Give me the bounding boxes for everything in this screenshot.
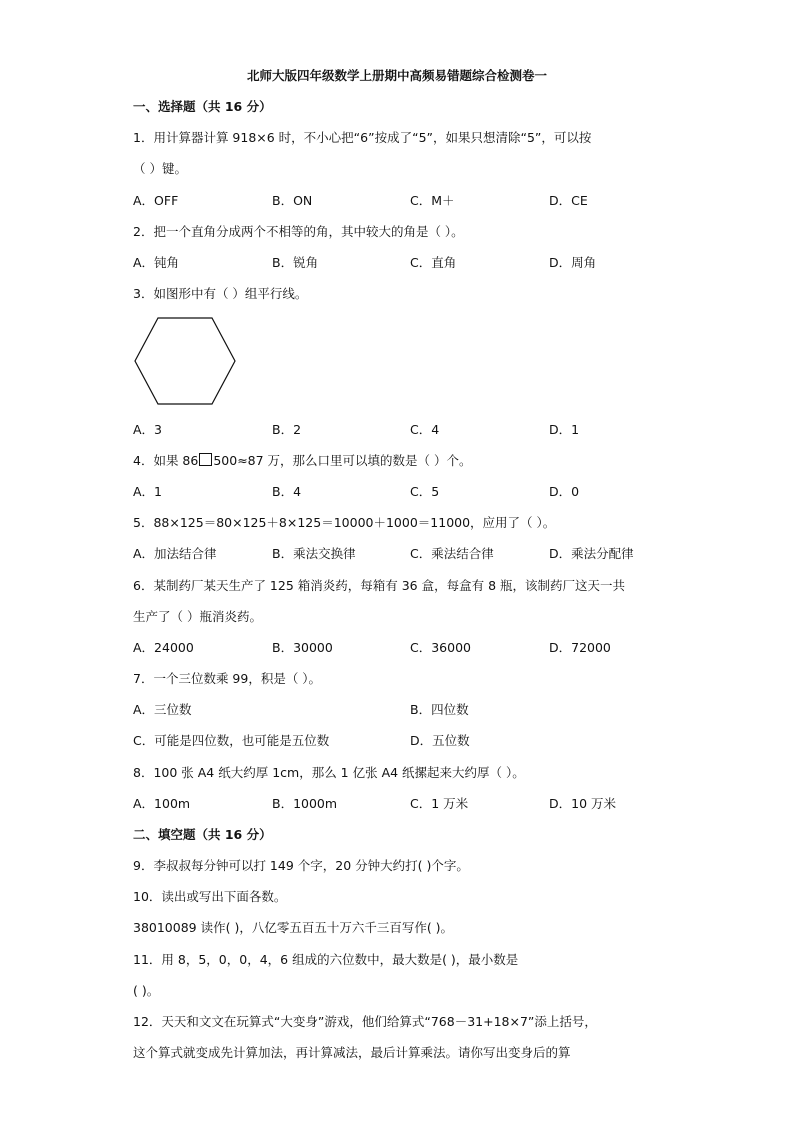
question-1-text-cont: （ ）键。 bbox=[133, 161, 187, 176]
option-b: B．1000m bbox=[272, 796, 338, 811]
option-b: B．乘法交换律 bbox=[272, 546, 356, 561]
option-d: D．乘法分配律 bbox=[549, 546, 634, 561]
question-8-text: 8．100 张 A4 纸大约厚 1cm，那么 1 亿张 A4 纸摞起来大约厚（ ）。 bbox=[133, 765, 525, 780]
question-11-text-cont: ( )。 bbox=[133, 983, 160, 998]
option-b: B．4 bbox=[272, 484, 302, 499]
hexagon-figure bbox=[133, 316, 237, 406]
question-10-text: 10．读出或写出下面各数。 bbox=[133, 889, 287, 904]
option-c: C．可能是四位数，也可能是五位数 bbox=[133, 733, 330, 748]
option-a: A．24000 bbox=[133, 640, 194, 655]
question-5-text: 5．88×125＝80×125＋8×125＝10000＋1000＝11000，应用了（ ）。 bbox=[133, 515, 556, 530]
section-heading-choice: 一、选择题（共 16 分） bbox=[133, 99, 272, 114]
section-heading-fill: 二、填空题（共 16 分） bbox=[133, 827, 272, 842]
question-4-text-pre: 4．如果 86 bbox=[133, 453, 199, 468]
option-c: C．M＋ bbox=[410, 193, 455, 208]
option-a: A．1 bbox=[133, 484, 163, 499]
blank-square-icon bbox=[199, 453, 212, 466]
option-b: B．锐角 bbox=[272, 255, 319, 270]
option-b: B．2 bbox=[272, 422, 302, 437]
question-6-text: 6．某制药厂某天生产了 125 箱消炎药，每箱有 36 盒，每盒有 8 瓶，该制药厂这天一共 bbox=[133, 578, 626, 593]
question-3-text: 3．如图形中有（ ）组平行线。 bbox=[133, 286, 308, 301]
option-d: D．1 bbox=[549, 422, 580, 437]
question-12-text: 12．天天和文文在玩算式“大变身”游戏，他们给算式“768－31+18×7”添上括号， bbox=[133, 1014, 597, 1029]
option-d: D．CE bbox=[549, 193, 588, 208]
option-a: A．100m bbox=[133, 796, 191, 811]
question-4-text-post: 500≈87 万，那么口里可以填的数是（ ）个。 bbox=[213, 453, 472, 468]
option-b: B．四位数 bbox=[410, 702, 469, 717]
option-c: C．36000 bbox=[410, 640, 471, 655]
question-4-text bbox=[133, 453, 472, 469]
option-c: C．乘法结合律 bbox=[410, 546, 494, 561]
option-d: D．10 万米 bbox=[549, 796, 617, 811]
option-a: A．三位数 bbox=[133, 702, 192, 717]
question-9-text: 9．李叔叔每分钟可以打 149 个字，20 分钟大约打( )个字。 bbox=[133, 858, 469, 873]
option-c: C．直角 bbox=[410, 255, 457, 270]
option-d: D．周角 bbox=[549, 255, 597, 270]
option-a: A．加法结合律 bbox=[133, 546, 217, 561]
option-d: D．72000 bbox=[549, 640, 611, 655]
question-7-text: 7．一个三位数乘 99，积是（ ）。 bbox=[133, 671, 322, 686]
option-b: B．30000 bbox=[272, 640, 333, 655]
option-d: D．五位数 bbox=[410, 733, 470, 748]
option-c: C．4 bbox=[410, 422, 440, 437]
question-1-text: 1．用计算器计算 918×6 时，不小心把“6”按成了“5”，如果只想清除“5”，可以按 bbox=[133, 130, 592, 145]
option-a: A．钝角 bbox=[133, 255, 180, 270]
option-a: A．OFF bbox=[133, 193, 179, 208]
question-6-text-cont: 生产了（ ）瓶消炎药。 bbox=[133, 609, 262, 624]
option-c: C．1 万米 bbox=[410, 796, 469, 811]
option-a: A．3 bbox=[133, 422, 163, 437]
question-12-text-cont: 这个算式就变成先计算加法，再计算减法，最后计算乘法。请你写出变身后的算 bbox=[133, 1045, 571, 1060]
option-b: B．ON bbox=[272, 193, 313, 208]
question-10-text-cont: 38010089 读作( )，八亿零五百五十万六千三百写作( )。 bbox=[133, 920, 454, 935]
page-title: 北师大版四年级数学上册期中高频易错题综合检测卷一 bbox=[246, 68, 547, 83]
option-d: D．0 bbox=[549, 484, 580, 499]
question-2-text: 2．把一个直角分成两个不相等的角，其中较大的角是（ ）。 bbox=[133, 224, 464, 239]
question-11-text: 11．用 8，5，0，0，4，6 组成的六位数中，最大数是( )，最小数是 bbox=[133, 952, 519, 967]
option-c: C．5 bbox=[410, 484, 440, 499]
